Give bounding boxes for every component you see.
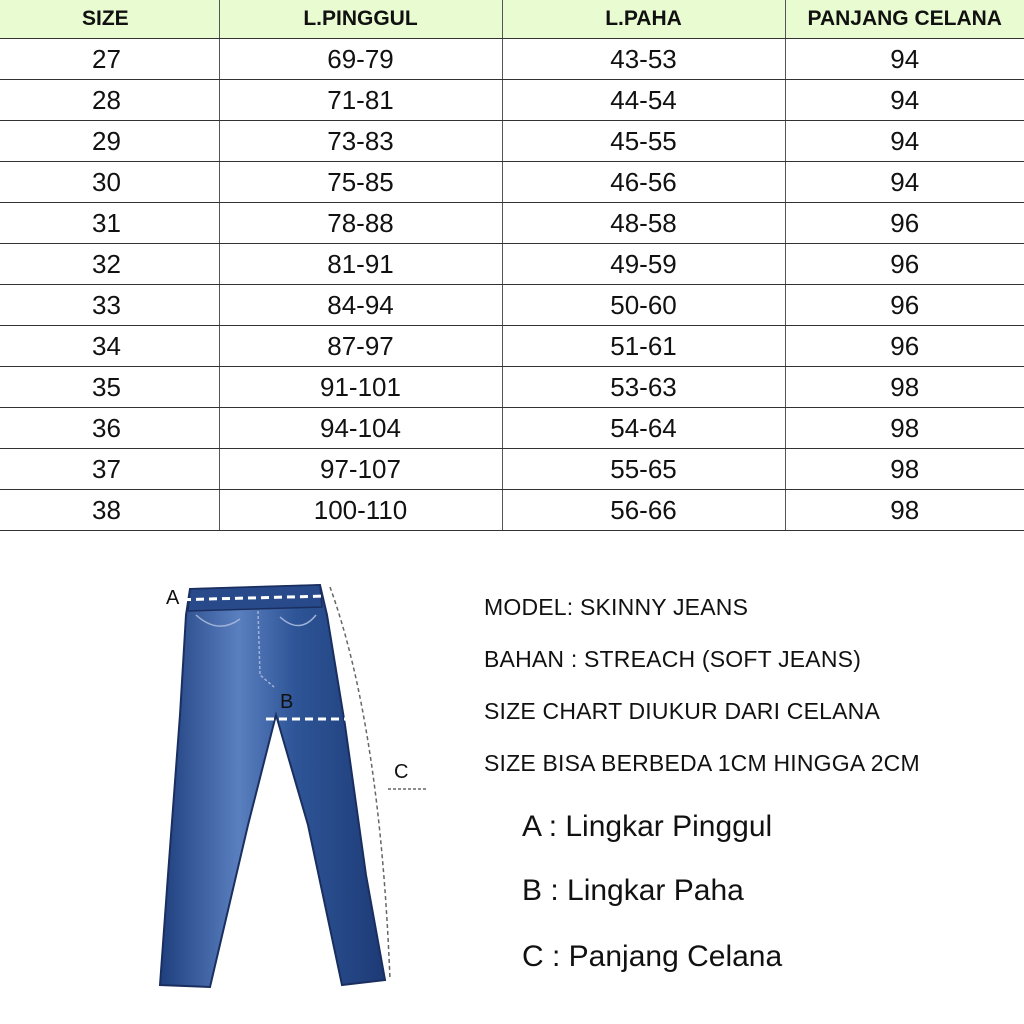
cell-lingkar-pinggul: 75-85 <box>219 162 502 203</box>
cell-size: 32 <box>0 244 219 285</box>
cell-size: 28 <box>0 80 219 121</box>
cell-panjang-celana: 94 <box>785 121 1024 162</box>
cell-lingkar-paha: 55-65 <box>502 449 785 490</box>
table-row <box>0 326 1024 367</box>
cell-lingkar-pinggul: 87-97 <box>219 326 502 367</box>
cell-lingkar-paha: 50-60 <box>502 285 785 326</box>
info-measured: SIZE CHART DIUKUR DARI CELANA <box>484 698 881 724</box>
table-row <box>0 285 1024 326</box>
label-b: B <box>280 691 294 713</box>
label-a: A <box>166 587 180 609</box>
cell-lingkar-paha: 46-56 <box>502 162 785 203</box>
cell-size: 33 <box>0 285 219 326</box>
cell-size: 34 <box>0 326 219 367</box>
cell-size: 31 <box>0 203 219 244</box>
cell-size: 36 <box>0 408 219 449</box>
cell-size: 27 <box>0 39 219 80</box>
cell-panjang-celana: 98 <box>785 449 1024 490</box>
cell-size: 35 <box>0 367 219 408</box>
cell-panjang-celana: 94 <box>785 80 1024 121</box>
cell-lingkar-pinggul: 78-88 <box>219 203 502 244</box>
cell-lingkar-pinggul: 73-83 <box>219 121 502 162</box>
cell-lingkar-pinggul: 94-104 <box>219 408 502 449</box>
table-row <box>0 39 1024 80</box>
table-row <box>0 490 1024 531</box>
cell-lingkar-paha: 43-53 <box>502 39 785 80</box>
cell-lingkar-paha: 54-64 <box>502 408 785 449</box>
cell-lingkar-paha: 48-58 <box>502 203 785 244</box>
cell-lingkar-paha: 44-54 <box>502 80 785 121</box>
cell-lingkar-pinggul: 97-107 <box>219 449 502 490</box>
header-size: SIZE <box>0 0 219 39</box>
cell-panjang-celana: 96 <box>785 326 1024 367</box>
table-row <box>0 449 1024 490</box>
jeans-illustration <box>130 575 450 1005</box>
cell-lingkar-pinggul: 81-91 <box>219 244 502 285</box>
cell-lingkar-paha: 49-59 <box>502 244 785 285</box>
legend-a: A : Lingkar Pinggul <box>522 810 773 843</box>
cell-panjang-celana: 96 <box>785 203 1024 244</box>
table-row <box>0 203 1024 244</box>
jeans-diagram <box>130 575 450 1005</box>
table-row <box>0 121 1024 162</box>
cell-lingkar-paha: 53-63 <box>502 367 785 408</box>
cell-panjang-celana: 96 <box>785 285 1024 326</box>
cell-panjang-celana: 94 <box>785 162 1024 203</box>
cell-lingkar-pinggul: 69-79 <box>219 39 502 80</box>
cell-lingkar-pinggul: 84-94 <box>219 285 502 326</box>
table-body <box>0 39 1024 531</box>
header-lingkar-paha: L.PAHA <box>502 0 785 39</box>
cell-size: 38 <box>0 490 219 531</box>
table-row <box>0 162 1024 203</box>
legend-c: C : Panjang Celana <box>522 940 783 973</box>
cell-lingkar-pinggul: 71-81 <box>219 80 502 121</box>
info-bahan: BAHAN : STREACH (SOFT JEANS) <box>484 646 862 672</box>
table-row <box>0 367 1024 408</box>
cell-panjang-celana: 96 <box>785 244 1024 285</box>
header-panjang-celana: PANJANG CELANA <box>785 0 1024 39</box>
label-c: C <box>394 761 409 783</box>
table-row <box>0 80 1024 121</box>
info-model: MODEL: SKINNY JEANS <box>484 594 749 620</box>
cell-panjang-celana: 98 <box>785 490 1024 531</box>
cell-panjang-celana: 98 <box>785 367 1024 408</box>
info-difference: SIZE BISA BERBEDA 1CM HINGGA 2CM <box>484 750 920 776</box>
cell-size: 29 <box>0 121 219 162</box>
header-lingkar-pinggul: L.PINGGUL <box>219 0 502 39</box>
legend-b: B : Lingkar Paha <box>522 874 744 907</box>
table-row <box>0 244 1024 285</box>
jeans-shape <box>160 585 385 987</box>
cell-lingkar-paha: 56-66 <box>502 490 785 531</box>
cell-size: 37 <box>0 449 219 490</box>
cell-lingkar-paha: 45-55 <box>502 121 785 162</box>
cell-size: 30 <box>0 162 219 203</box>
cell-panjang-celana: 94 <box>785 39 1024 80</box>
table-header-row <box>0 0 1024 39</box>
cell-lingkar-pinggul: 100-110 <box>219 490 502 531</box>
cell-panjang-celana: 98 <box>785 408 1024 449</box>
cell-lingkar-paha: 51-61 <box>502 326 785 367</box>
cell-lingkar-pinggul: 91-101 <box>219 367 502 408</box>
table-row <box>0 408 1024 449</box>
